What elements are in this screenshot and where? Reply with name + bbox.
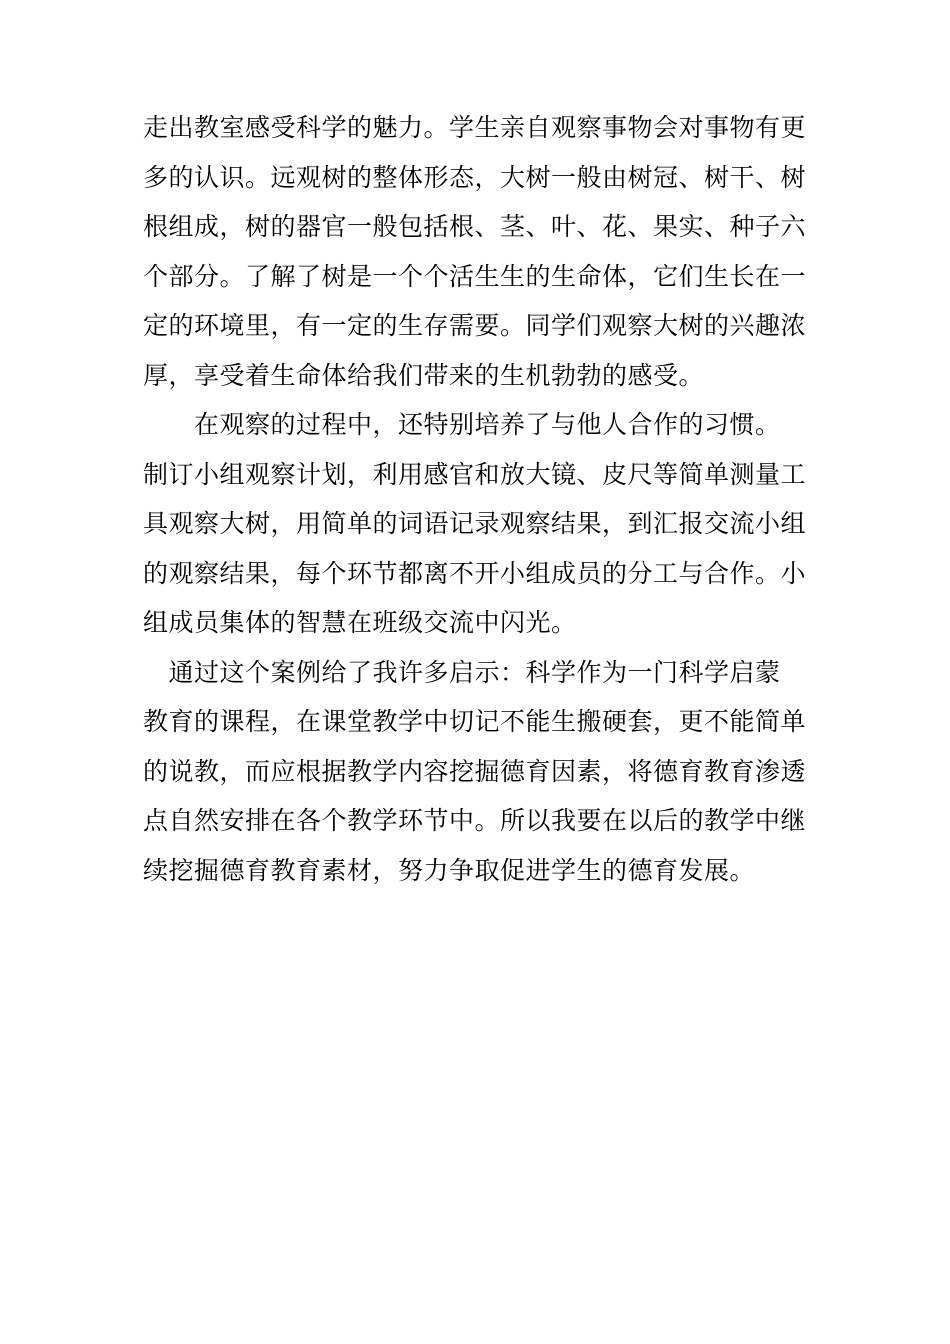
text-line: 点自然安排在各个教学环节中。所以我要在以后的教学中继 bbox=[143, 806, 807, 835]
body-text bbox=[143, 103, 823, 895]
text-line: 制订小组观察计划，利用感官和放大镜、皮尺等简单测量工 bbox=[143, 459, 807, 489]
text-line: 通过这个案例给了我许多启示：科学作为一门科学启蒙 bbox=[143, 657, 781, 687]
text-line: 的说教，而应根据教学内容挖掘德育因素，将德育教育渗透 bbox=[143, 756, 807, 786]
text-line: 走出教室感受科学的魅力。学生亲自观察事物会对事物有更 bbox=[143, 113, 807, 142]
text-line: 的观察结果，每个环节都离不开小组成员的分工与合作。小 bbox=[143, 558, 807, 588]
text-line: 教育的课程，在课堂教学中切记不能生搬硬套，更不能简单 bbox=[143, 707, 807, 736]
text-line: 组成员集体的智慧在班级交流中闪光。 bbox=[143, 608, 577, 637]
text-line: 根组成，树的器官一般包括根、茎、叶、花、果实、种子六 bbox=[143, 212, 807, 241]
text-line: 具观察大树，用简单的词语记录观察结果，到汇报交流小组 bbox=[143, 509, 807, 538]
text-line: 定的环境里，有一定的生存需要。同学们观察大树的兴趣浓 bbox=[143, 311, 807, 340]
text-line: 多的认识。远观树的整体形态，大树一般由树冠、树干、树 bbox=[143, 162, 807, 192]
text-line: 个部分。了解了树是一个个活生生的生命体，它们生长在一 bbox=[143, 261, 807, 291]
text-line: 续挖掘德育教育素材，努力争取促进学生的德育发展。 bbox=[143, 855, 756, 885]
text-line: 厚，享受着生命体给我们带来的生机勃勃的感受。 bbox=[143, 360, 705, 390]
text-line: 在观察的过程中，还特别培养了与他人合作的习惯。 bbox=[143, 410, 781, 439]
